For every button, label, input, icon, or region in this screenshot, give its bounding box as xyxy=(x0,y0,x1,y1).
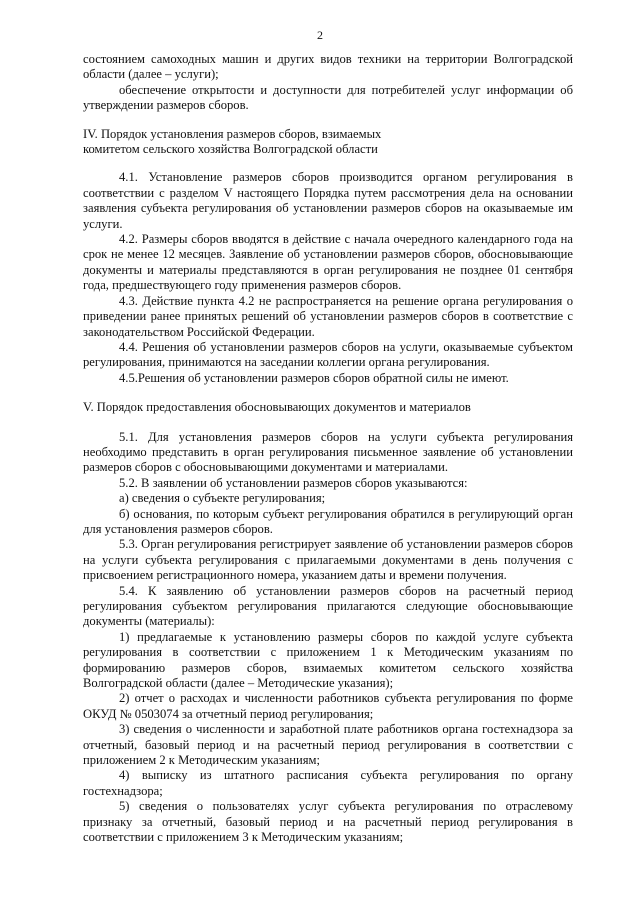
paragraph: 5.4. К заявлению об установлении размеров сборов на расчетный период регулирования субъектом регулирования прилагаются следующие обосновывающие документы (материалы): xyxy=(83,583,573,629)
paragraph: 3) сведения о численности и заработной плате работников органа гостехнадзора за отчетный, базовый период и на расчетный период регулирования в соответствии с приложением 2 к Методическим указаниям; xyxy=(83,722,573,768)
paragraph: 5.1. Для установления размеров сборов на услуги субъекта регулирования необходимо представить в орган регулирования письменное заявление об установлении размеров сборов с обосновывающими документами и материалами. xyxy=(83,429,573,475)
paragraph: б) основания, по которым субъект регулирования обратился в регулирующий орган для установления размеров сборов. xyxy=(83,506,573,536)
paragraph: 4.4. Решения об установлении размеров сборов на услуги, оказываемые субъектом регулирования, принимаются на заседании коллегии органа регулирования. xyxy=(83,339,573,370)
section-heading-iv xyxy=(83,127,573,158)
page-number: 2 xyxy=(317,28,323,42)
section-heading-line: IV. Порядок установления размеров сборов, взимаемых xyxy=(83,126,382,141)
paragraph: обеспечение открытости и доступности для потребителей услуг информации об утверждении размеров сборов. xyxy=(83,82,573,113)
paragraph: 4.2. Размеры сборов вводятся в действие с начала очередного календарного года на срок не менее 12 месяцев. Заявление об установлении размеров сборов, обосновывающие документы и материалы представляются в орган регулирования не позднее 01 сентября года, предшествующего году применения размеров сборов. xyxy=(83,232,573,293)
section-heading-line: V. Порядок предоставления обосновывающих документов и материалов xyxy=(83,400,471,415)
paragraph: 5) сведения о пользователях услуг субъекта регулирования по отраслевому признаку за отчетный, базовый период и на расчетный период регулирования в соответствии с приложением 3 к Методическим указаниям; xyxy=(83,799,573,845)
paragraph: состоянием самоходных машин и других видов техники на территории Волгоградской области (далее – услуги); xyxy=(83,52,573,82)
paragraph: 2) отчет о расходах и численности работников субъекта регулирования по форме ОКУД № 0503074 за отчетный период регулирования; xyxy=(83,691,573,721)
document-body xyxy=(83,52,573,846)
paragraph: 4.3. Действие пункта 4.2 не распространяется на решение органа регулирования о приведении ранее принятых решений об установлении размеров сборов в соответствие с законодательством Российской Федерации. xyxy=(83,293,573,339)
paragraph: а) сведения о субъекте регулирования; xyxy=(119,491,326,506)
section-heading-line: комитетом сельского хозяйства Волгоградской области xyxy=(83,142,378,157)
paragraph: 4) выписку из штатного расписания субъекта регулирования по органу гостехнадзора; xyxy=(83,768,573,798)
paragraph: 1) предлагаемые к установлению размеры сборов по каждой услуге субъекта регулирования в соответствии с приложением 1 к Методическим указаниям по формированию размеров сборов, взимаемых комитетом сельского хозяйства Волгоградской области (далее – Методические указания); xyxy=(83,629,573,691)
paragraph: 4.5.Решения об установлении размеров сборов обратной силы не имеют. xyxy=(119,370,509,385)
paragraph: 5.3. Орган регулирования регистрирует заявление об установлении размеров сборов на услуги субъекта регулирования с прилагаемыми документами в день получения с присвоением регистрационного номера, указанием даты и времени получения. xyxy=(83,537,573,583)
section-heading-v xyxy=(83,400,573,415)
paragraph: 5.2. В заявлении об установлении размеров сборов указываются: xyxy=(119,475,468,490)
paragraph: 4.1. Установление размеров сборов производится органом регулирования в соответствии с разделом V настоящего Порядка путем рассмотрения дела на основании заявления субъекта регулирования об установлении размеров сборов на оказываемые им услуги. xyxy=(83,170,573,231)
